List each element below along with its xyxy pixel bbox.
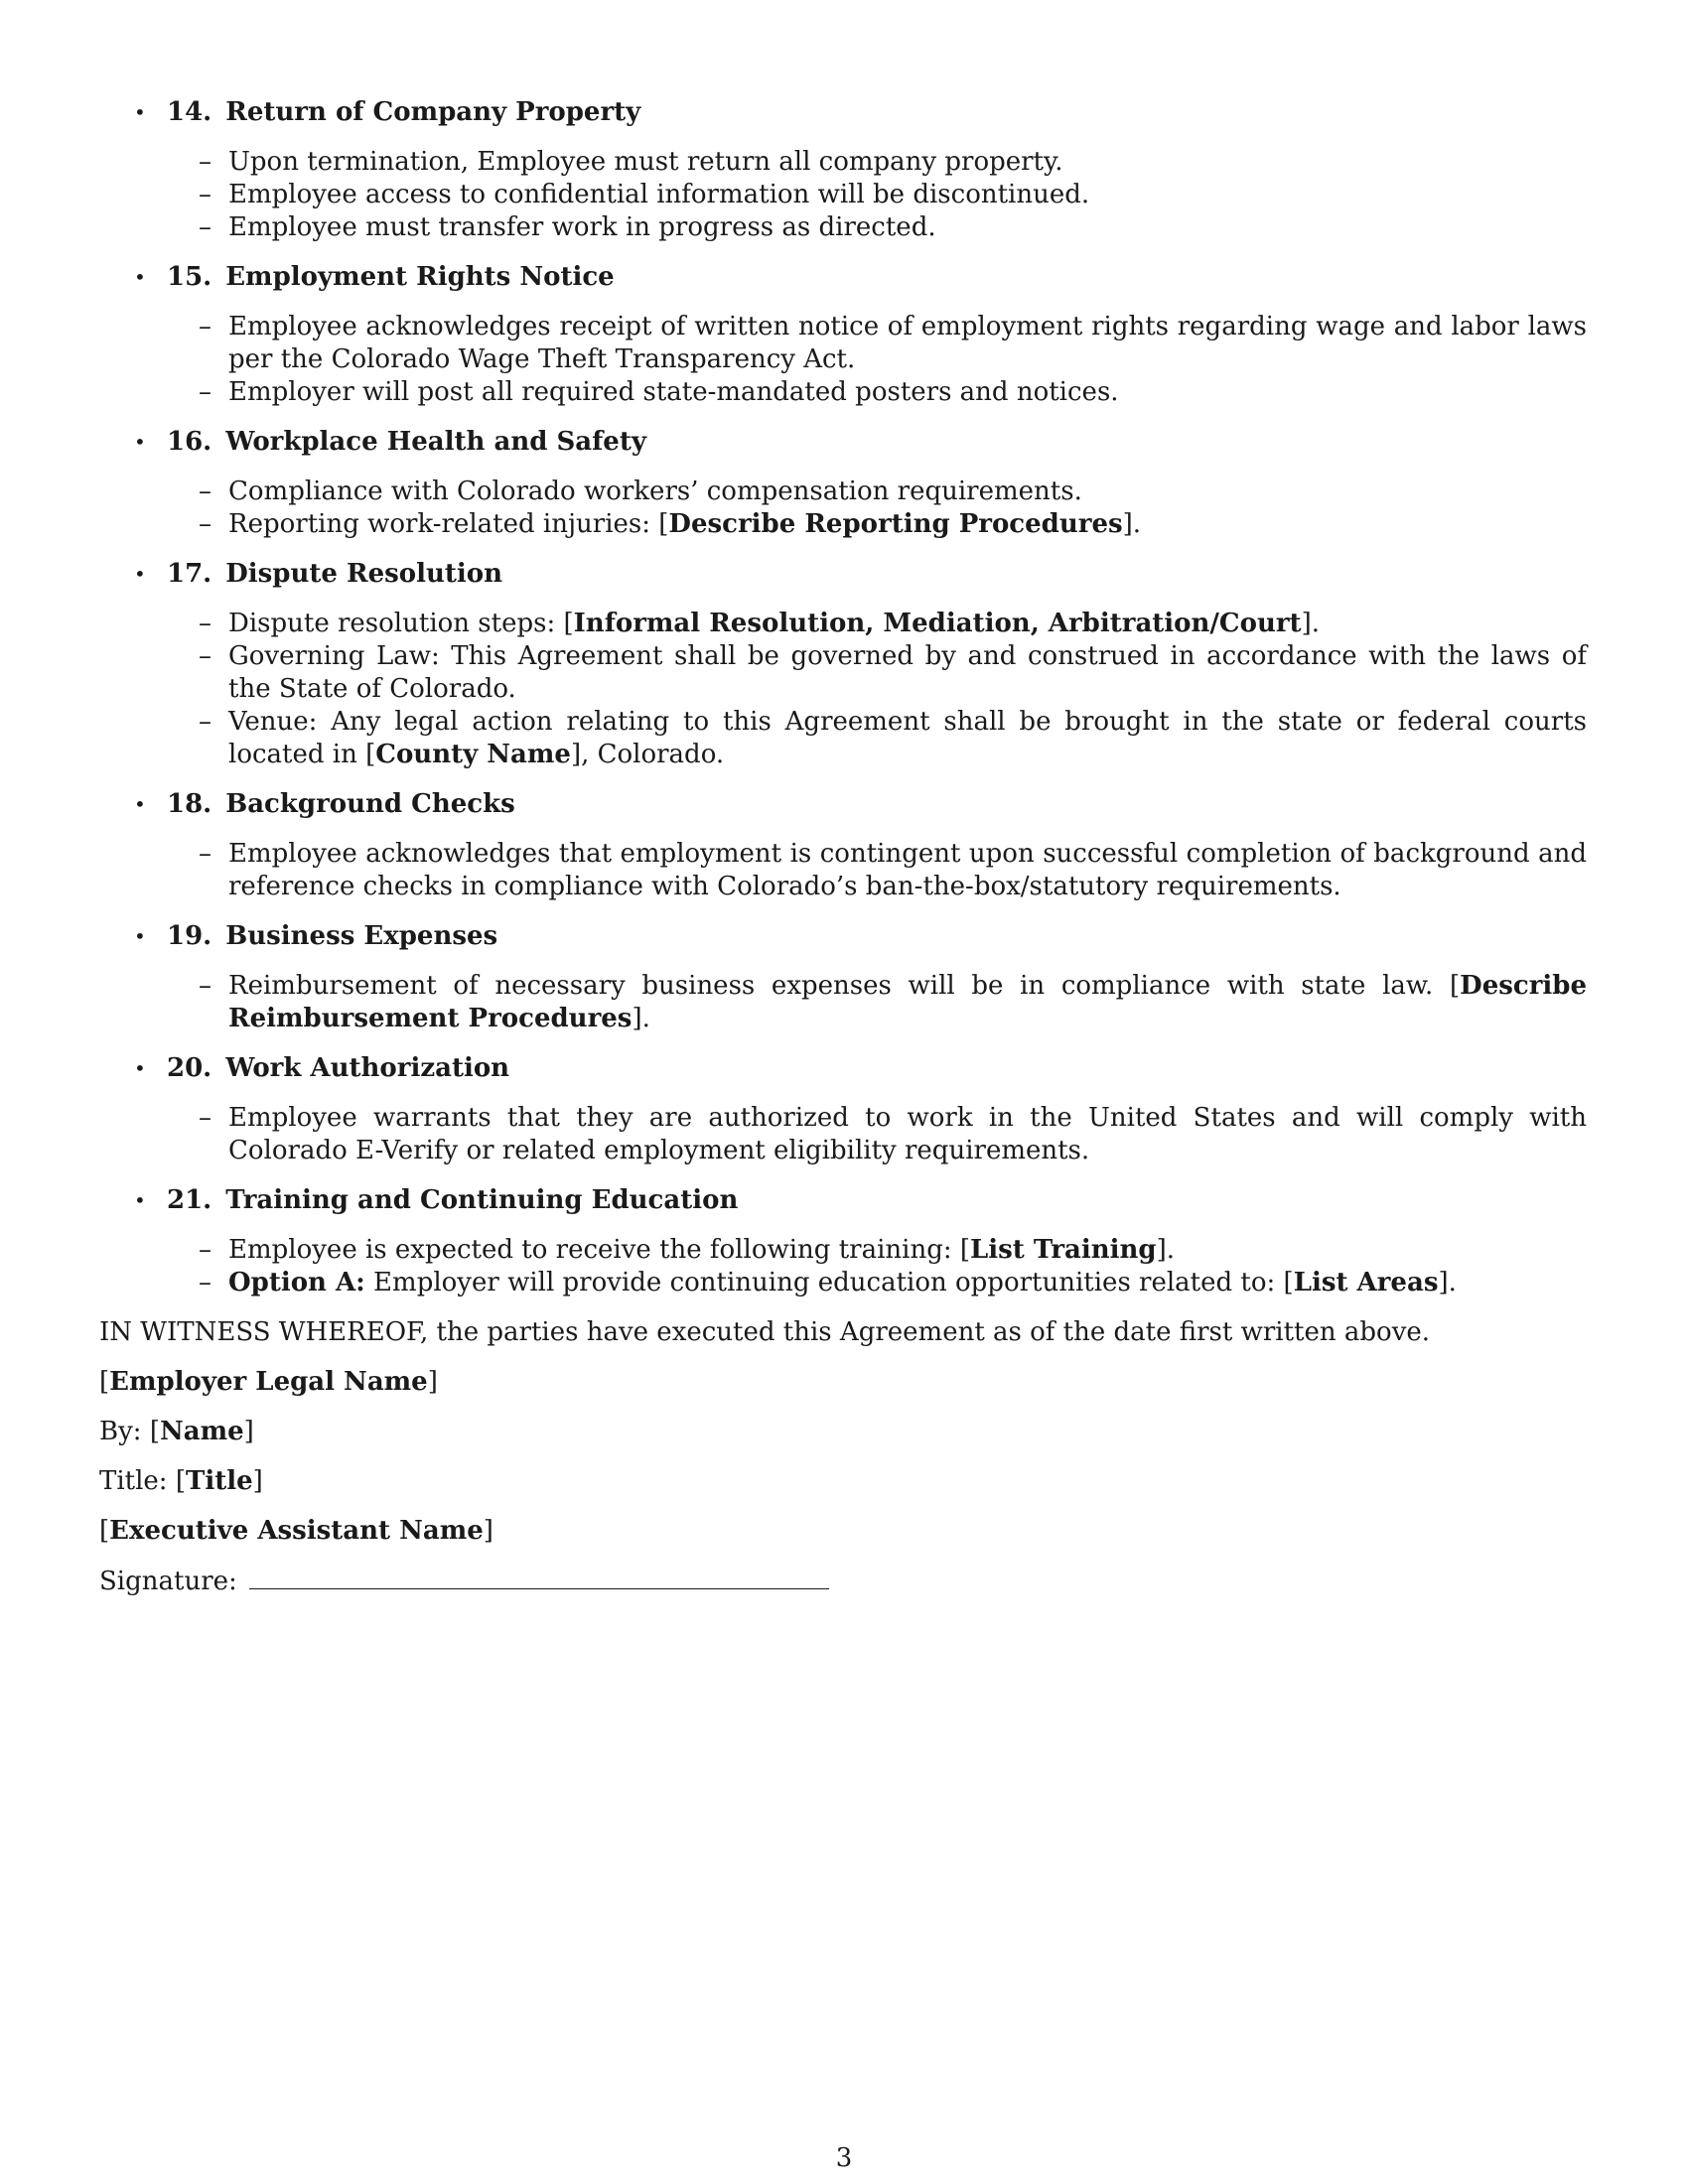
bold-text: List Areas — [1293, 1268, 1439, 1297]
list-item — [199, 970, 1587, 1035]
item-text: Upon termination, Employee must return all company property. — [228, 147, 1063, 177]
witness-statement: IN WITNESS WHEREOF, the parties have executed this Agreement as of the date first written above. — [99, 1317, 1431, 1347]
signature-field[interactable] — [249, 1565, 829, 1589]
section-21 — [99, 1184, 1587, 1299]
signature-label: Signature: — [99, 1567, 237, 1596]
item-text: ]. — [632, 1004, 650, 1033]
item-text: Dispute resolution steps: [ — [228, 609, 574, 638]
section-title: Training and Continuing Education — [225, 1185, 739, 1215]
dash-icon: – — [199, 1235, 211, 1265]
section-heading — [99, 558, 1587, 591]
page-number: 3 — [835, 2143, 853, 2173]
section-number: 14. — [167, 97, 212, 127]
item-text: Employer will post all required state-mandated posters and notices. — [228, 377, 1119, 407]
dash-icon: – — [199, 509, 211, 539]
list-item — [199, 1267, 1587, 1299]
list-item — [199, 508, 1587, 541]
bold-text: Describe Reimbursement Procedures — [228, 971, 1587, 1033]
dash-icon: – — [199, 147, 211, 177]
list-item — [199, 311, 1587, 376]
section-number: 15. — [167, 262, 212, 292]
section-20 — [99, 1052, 1587, 1167]
item-text: ], Colorado. — [570, 740, 725, 769]
item-text: Reimbursement of necessary business expenses will be in compliance with state law. [ — [228, 971, 1461, 1001]
item-text: Employee must transfer work in progress as directed. — [228, 212, 936, 242]
dash-icon: – — [199, 971, 211, 1001]
list-item — [199, 608, 1587, 640]
item-text: ]. — [1122, 509, 1142, 539]
bullet-icon: • — [134, 792, 146, 816]
item-text: Governing Law: This Agreement shall be governed by and construed in accordance with the laws of the State of Colorado. — [228, 641, 1587, 704]
bold-text: Informal Resolution, Mediation, Arbitration/Court — [573, 609, 1302, 638]
list-item — [199, 476, 1587, 508]
bullet-icon: • — [134, 562, 146, 586]
dash-icon: – — [199, 377, 211, 407]
section-heading — [99, 788, 1587, 821]
section-number: 19. — [167, 921, 212, 951]
bullet-icon: • — [134, 1188, 146, 1212]
list-item — [199, 211, 1587, 244]
list-item — [199, 640, 1587, 706]
section-heading — [99, 261, 1587, 294]
executive-assistant-name-placeholder: Executive Assistant Name — [109, 1516, 484, 1546]
section-title: Return of Company Property — [225, 97, 641, 127]
section-title: Dispute Resolution — [225, 559, 503, 589]
bullet-icon: • — [134, 265, 146, 289]
employer-legal-name-placeholder: Employer Legal Name — [109, 1367, 428, 1397]
list-item — [199, 838, 1587, 903]
item-text: Employee access to confidential information will be discontinued. — [228, 180, 1090, 209]
dash-icon: – — [199, 839, 211, 869]
item-text: Employee acknowledges receipt of written notice of employment rights regarding wage and labor laws per the Colorado Wage Theft Transparency Act. — [228, 312, 1587, 374]
bold-text: Describe Reporting Procedures — [668, 509, 1123, 539]
dash-icon: – — [199, 212, 211, 242]
section-number: 20. — [167, 1053, 212, 1083]
dash-icon: – — [199, 477, 211, 506]
item-text: Venue: Any legal action relating to this Agreement shall be brought in the state or federal courts located in [ — [228, 707, 1587, 769]
dash-icon: – — [199, 707, 211, 737]
item-text: Employer will provide continuing education opportunities related to: [ — [364, 1268, 1294, 1297]
sub-item-list — [99, 1234, 1587, 1299]
by-name-placeholder: Name — [159, 1417, 244, 1446]
section-19 — [99, 920, 1587, 1035]
employer-legal-name: [Employer Legal Name] — [99, 1367, 438, 1397]
section-title: Employment Rights Notice — [225, 262, 615, 292]
sub-item-list — [99, 838, 1587, 903]
sub-item-list — [99, 1102, 1587, 1167]
dash-icon: – — [199, 1268, 211, 1297]
dash-icon: – — [199, 609, 211, 638]
bullet-icon: • — [134, 100, 146, 124]
sub-item-list — [99, 970, 1587, 1035]
sub-item-list — [99, 608, 1587, 771]
section-number: 16. — [167, 427, 212, 457]
section-16 — [99, 426, 1587, 541]
dash-icon: – — [199, 180, 211, 209]
sub-item-list — [99, 476, 1587, 541]
bold-text: Option A: — [228, 1268, 365, 1297]
list-item — [199, 1234, 1587, 1267]
bullet-icon: • — [134, 1056, 146, 1080]
item-text: Compliance with Colorado workers’ compensation requirements. — [228, 477, 1082, 506]
executive-assistant-name: [Executive Assistant Name] — [99, 1516, 493, 1546]
document-page — [99, 96, 1587, 1615]
dash-icon: – — [199, 312, 211, 341]
item-text: Reporting work-related injuries: [ — [228, 509, 669, 539]
section-title: Workplace Health and Safety — [225, 427, 646, 457]
item-text: ]. — [1156, 1235, 1176, 1265]
bold-text: County Name — [375, 740, 571, 769]
item-text: ]. — [1301, 609, 1320, 638]
by-line: By: [Name] — [99, 1417, 254, 1446]
item-text: ]. — [1438, 1268, 1457, 1297]
item-text: Employee warrants that they are authorized to work in the United States and will comply with Colorado E-Verify or related employment eligibility requirements. — [228, 1103, 1587, 1165]
list-item — [199, 706, 1587, 771]
list-item — [199, 376, 1587, 409]
item-text: Employee is expected to receive the following training: [ — [228, 1235, 971, 1265]
item-text: Employee acknowledges that employment is contingent upon successful completion of background and reference checks in compliance with Colorado’s ban-the-box/statutory requirements. — [228, 839, 1587, 901]
section-heading — [99, 1052, 1587, 1085]
bullet-icon: • — [134, 924, 146, 948]
list-item — [199, 146, 1587, 179]
section-14 — [99, 96, 1587, 244]
section-heading — [99, 920, 1587, 953]
section-title: Background Checks — [225, 789, 515, 819]
title-line: Title: [Title] — [99, 1466, 263, 1496]
section-18 — [99, 788, 1587, 903]
dash-icon: – — [199, 641, 211, 671]
section-15 — [99, 261, 1587, 409]
section-17 — [99, 558, 1587, 771]
dash-icon: – — [199, 1103, 211, 1133]
section-number: 21. — [167, 1185, 212, 1215]
sub-item-list — [99, 311, 1587, 409]
section-heading — [99, 426, 1587, 459]
section-title: Work Authorization — [225, 1053, 510, 1083]
title-placeholder: Title — [185, 1466, 253, 1496]
section-list — [99, 96, 1587, 1299]
section-number: 17. — [167, 559, 212, 589]
section-heading — [99, 96, 1587, 129]
section-number: 18. — [167, 789, 212, 819]
title-label: Title: [ — [99, 1466, 186, 1496]
list-item — [199, 1102, 1587, 1167]
by-label: By: [ — [99, 1417, 160, 1446]
sub-item-list — [99, 146, 1587, 244]
list-item — [199, 179, 1587, 211]
bullet-icon: • — [134, 430, 146, 454]
section-heading — [99, 1184, 1587, 1217]
bold-text: List Training — [970, 1235, 1157, 1265]
section-title: Business Expenses — [225, 921, 498, 951]
signature-line — [99, 1565, 1587, 1598]
